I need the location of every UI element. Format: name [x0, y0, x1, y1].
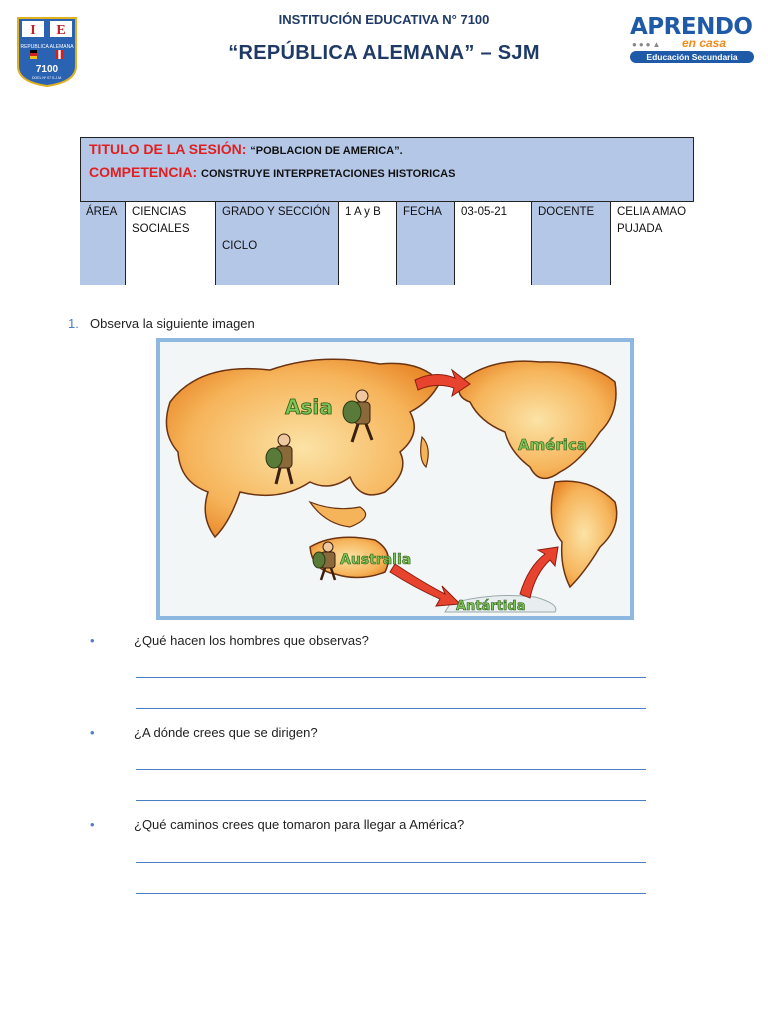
answer-line-1a[interactable]	[136, 677, 646, 678]
fecha-value: 03-05-21	[454, 201, 531, 285]
aprendo-en-casa-logo	[626, 14, 754, 64]
map-label-antartida: Antártida	[456, 599, 526, 614]
migration-map-image	[156, 338, 634, 620]
session-info-table	[80, 137, 694, 285]
school-name-line1: INSTITUCIÓN EDUCATIVA N° 7100	[278, 12, 490, 27]
logo-letter-e: E	[56, 23, 66, 38]
grado-cell	[215, 201, 339, 285]
bullet-1-icon: •	[90, 633, 95, 648]
area-label: ÁREA	[80, 201, 125, 285]
map-label-australia: Australia	[340, 552, 412, 568]
question-bullet-3-text: ¿Qué caminos crees que tomaron para llegar a América?	[134, 817, 465, 832]
question-1-text: Observa la siguiente imagen	[90, 316, 255, 331]
answer-line-2a[interactable]	[136, 769, 646, 770]
competencia-value: CONSTRUYE INTERPRETACIONES HISTORICAS	[201, 168, 456, 180]
aprendo-bar: Educación Secundaria	[630, 51, 754, 63]
question-bullet-2-text: ¿A dónde crees que se dirigen?	[134, 725, 318, 740]
answer-line-3b[interactable]	[136, 893, 646, 894]
logo-number: 7100	[35, 64, 59, 75]
answer-line-2b[interactable]	[136, 800, 646, 801]
logo-dots-icon: ●●●▲	[632, 40, 663, 49]
area-value: CIENCIAS SOCIALES	[125, 201, 215, 285]
question-1-number: 1.	[68, 316, 79, 331]
map-illustration	[160, 342, 630, 616]
logo-footer: DOEL Nº 07 S.J.M.	[32, 76, 62, 80]
session-title-label: TITULO DE LA SESIÓN:	[89, 141, 247, 157]
session-title-row	[89, 141, 403, 157]
grado-value: 1 A y B	[338, 201, 396, 285]
aprendo-word: APRENDO	[630, 14, 753, 40]
competencia-label: COMPETENCIA:	[89, 164, 198, 180]
competencia-row	[89, 164, 455, 180]
grado-label: GRADO Y SECCIÓN	[222, 206, 331, 218]
question-bullet-2	[90, 725, 318, 740]
bullet-2-icon: •	[90, 725, 95, 740]
question-bullet-1	[90, 633, 369, 648]
question-1	[68, 316, 255, 331]
ciclo-label: CICLO	[222, 240, 258, 252]
logo-letter-i: I	[30, 23, 36, 38]
logo-banner: REPUBLICA ALEMANA	[20, 44, 74, 50]
question-bullet-1-text: ¿Qué hacen los hombres que observas?	[134, 633, 369, 648]
answer-line-1b[interactable]	[136, 708, 646, 709]
map-label-america: América	[518, 436, 587, 454]
bullet-3-icon: •	[90, 817, 95, 832]
map-label-asia: Asia	[285, 395, 333, 419]
docente-value: CELIA AMAO PUJADA	[610, 201, 694, 285]
session-title-value: “POBLACION DE AMERICA”.	[250, 145, 403, 157]
fecha-label: FECHA	[396, 201, 454, 285]
school-name-line2: “REPÚBLICA ALEMANA” – SJM	[228, 42, 540, 64]
aprendo-sub: en casa	[682, 36, 727, 50]
docente-label: DOCENTE	[531, 201, 611, 285]
question-bullet-3	[90, 817, 464, 832]
answer-line-3a[interactable]	[136, 862, 646, 863]
